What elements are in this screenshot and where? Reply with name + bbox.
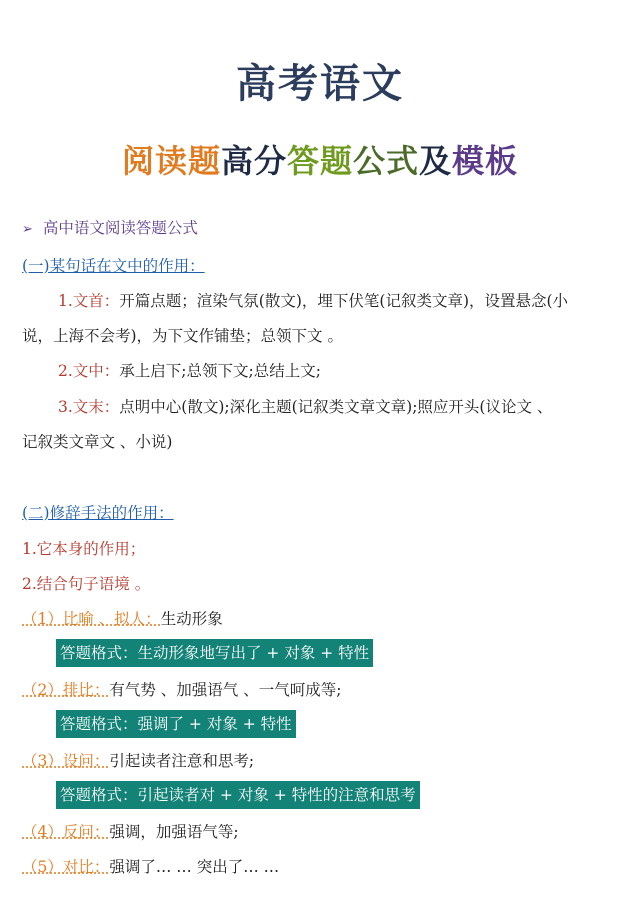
rhetoric-label: （2）排比： [22,681,110,699]
subtitle-part: 高分 [220,142,287,180]
answer-formula: 答题格式：生动形象地写出了 + 对象 + 特性 [56,639,373,667]
rhetoric-item-parallelism [22,678,341,702]
page-title: 高考语文 [236,61,404,107]
sec2-point1: 1.它本身的作用； [22,540,146,558]
sec1-item2 [58,359,321,383]
sec2-heading: (二)修辞手法的作用： [22,504,174,522]
rhetoric-item-question [22,749,254,773]
arrow-bullet-icon: ➢ [22,222,33,237]
item-label: 1.文首： [58,292,120,310]
subtitle [0,136,640,182]
section-heading [22,216,198,242]
rhetoric-text: 有气势 、加强语气 、一气呵成等; [109,681,342,699]
section-heading-text: 高中语文阅读答题公式 [42,219,198,237]
item-text: 开篇点题；渲染气氛(散文)，埋下伏笔(记叙类文章)，设置悬念(小 [119,292,569,310]
sec1-item3-cont: 记叙类文章文 、小说) [22,433,173,451]
rhetoric-text: 生动形象 [160,610,223,628]
subtitle-part: 阅读题 [121,142,221,180]
rhetoric-text: 强调，加强语气等; [109,823,239,841]
rhetoric-text: 强调了… … 突出了… … [109,858,280,876]
sec1-heading: (一)某句话在文中的作用： [22,257,205,275]
subtitle-part: 公式 [353,142,420,180]
sec2-point2: 2.结合句子语境 。 [22,575,151,593]
answer-formula: 答题格式：引起读者对 + 对象 + 特性的注意和思考 [56,781,420,809]
sec1-item1-cont: 说，上海不会考)，为下文作铺垫；总领下文 。 [22,327,343,345]
item-text: 点明中心(散文);深化主题(记叙类文章文章);照应开头(议论文 、 [119,398,553,416]
item-label: 3.文末： [58,398,120,416]
subtitle-part: 模板 [452,142,519,180]
rhetoric-label: （5）对比： [22,858,110,876]
subtitle-part: 及 [419,142,453,180]
rhetoric-item-metaphor [22,607,223,631]
sec1-item1 [58,289,568,313]
sec1-item3 [58,395,552,419]
subtitle-part: 答题 [286,142,353,180]
answer-formula: 答题格式：强调了 + 对象 + 特性 [56,710,296,738]
rhetoric-item-contrast [22,855,279,879]
rhetoric-text: 引起读者注意和思考; [109,752,255,770]
rhetoric-item-rhetorical-question [22,820,239,844]
rhetoric-label: （3）设问： [22,752,110,770]
item-label: 2.文中： [58,362,120,380]
item-text: 承上启下;总领下文;总结上文; [119,362,321,380]
rhetoric-label: （4）反问： [22,823,110,841]
rhetoric-label: （1）比喻 、拟人： [22,610,161,628]
